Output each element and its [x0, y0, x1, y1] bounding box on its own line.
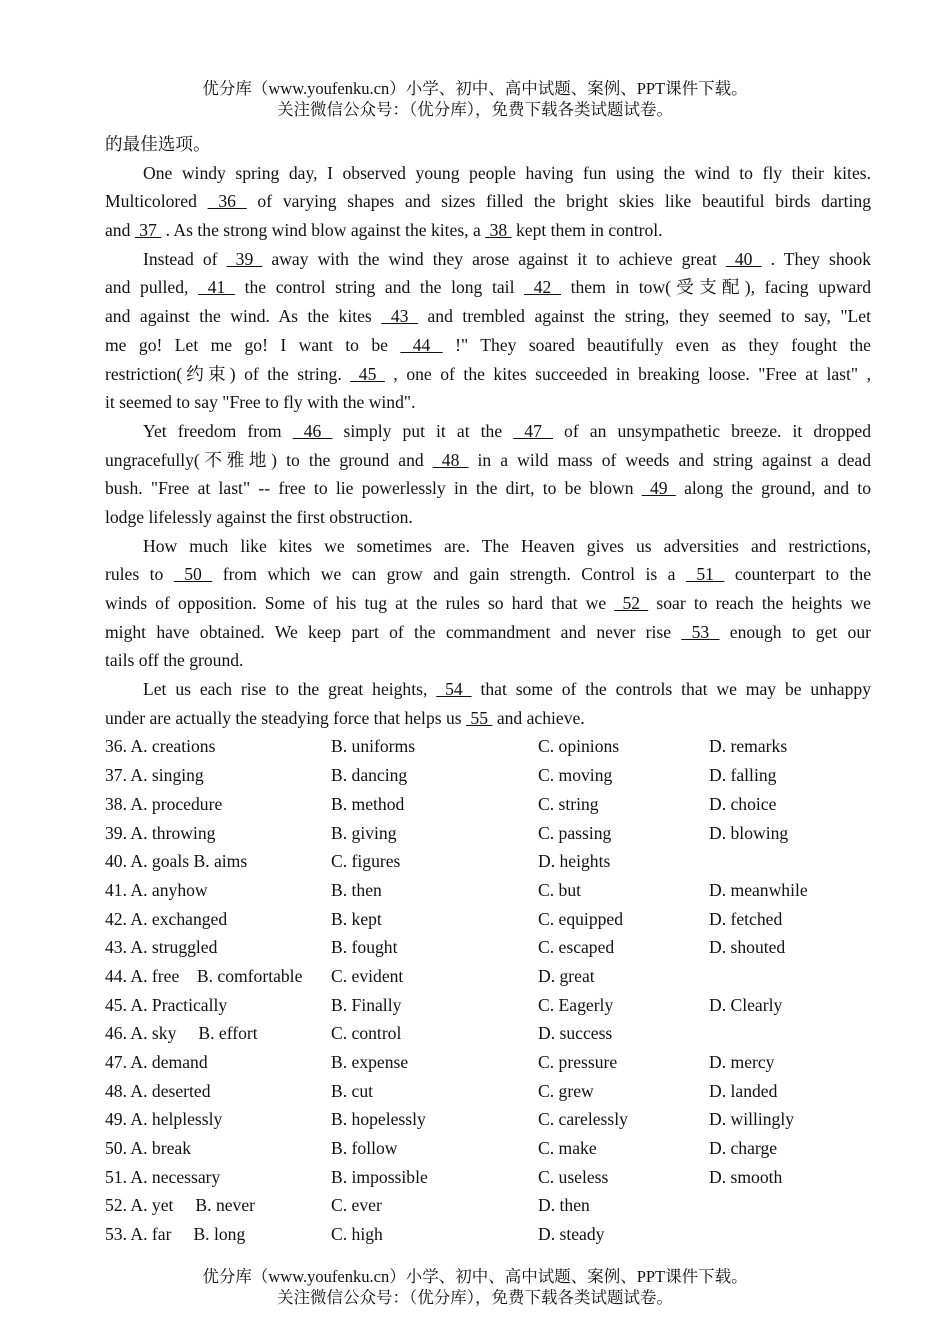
option-d: D. remarks	[709, 736, 788, 757]
option-d: D. mercy	[709, 1052, 775, 1072]
option-c: C. useless	[538, 1166, 609, 1187]
paragraph-3	[105, 417, 871, 532]
blank-44: 44	[400, 334, 443, 355]
blank-40: 40	[725, 248, 762, 269]
text-line: rules to 50 from which we can grow and gain strength. Control is a 51 counterpart to the	[105, 564, 872, 585]
question-row	[105, 1077, 871, 1106]
intro-fragment: 的最佳选项。	[105, 134, 211, 154]
page-header	[0, 78, 950, 120]
question-row	[105, 1220, 871, 1249]
blank-53: 53	[681, 621, 720, 642]
text-line: ungracefully(不雅地) to the ground and 48 in a wild mass of weeds and string against a dead	[105, 449, 872, 470]
blank-48: 48	[432, 449, 469, 470]
blank-41: 41	[198, 277, 235, 298]
option-a: 47. A. demand	[105, 1052, 208, 1072]
question-row	[105, 876, 871, 905]
question-row	[105, 1191, 871, 1220]
option-b: C. figures	[331, 851, 401, 872]
blank-50: 50	[173, 564, 213, 585]
option-a: 40. A. goals B. aims	[105, 851, 248, 872]
option-d: D. landed	[709, 1080, 778, 1101]
paragraph-2	[105, 245, 871, 417]
text-line: restriction(约束) of the string. 45 , one of the kites succeeded in breaking loose. "Free at last" ,	[105, 363, 871, 384]
document-body	[105, 130, 871, 1249]
option-b: B. hopelessly	[331, 1109, 426, 1130]
option-b: C. evident	[331, 965, 404, 986]
question-row	[105, 1163, 871, 1192]
text-line: me go! Let me go! I want to be 44 !" They soared beautifully even as they fought the	[105, 334, 871, 355]
option-a: 36. A. creations	[105, 736, 216, 757]
text-line: tails off the ground.	[105, 650, 244, 671]
question-row	[105, 847, 871, 876]
blank-45: 45	[350, 363, 385, 384]
blank-49: 49	[641, 478, 676, 499]
page-footer	[0, 1266, 950, 1308]
header-line-2: 关注微信公众号：（优分库），免费下载各类试题试卷。	[277, 100, 673, 119]
option-a: 49. A. helplessly	[105, 1109, 223, 1130]
option-a: 43. A. struggled	[105, 937, 218, 958]
blank-55: 55	[466, 707, 493, 728]
option-a: 41. A. anyhow	[105, 879, 208, 900]
option-a: 45. A. Practically	[105, 994, 228, 1015]
option-d: D. choice	[709, 793, 777, 814]
option-c: C. opinions	[538, 736, 620, 757]
paragraph-4	[105, 532, 871, 675]
option-d: D. fetched	[709, 908, 783, 929]
option-c: C. but	[538, 879, 582, 900]
question-row	[105, 790, 871, 819]
option-b: B. giving	[331, 822, 397, 843]
answer-options	[105, 732, 871, 1248]
option-c: D. steady	[538, 1224, 605, 1245]
option-b: B. uniforms	[331, 736, 416, 757]
question-row	[105, 819, 871, 848]
option-c: D. heights	[538, 851, 611, 872]
option-a: 39. A. throwing	[105, 822, 216, 843]
option-b: B. expense	[331, 1052, 409, 1072]
question-row	[105, 1019, 871, 1048]
text-line: it seemed to say "Free to fly with the wind".	[105, 392, 416, 413]
text-line: winds of opposition. Some of his tug at the rules so hard that we 52 soar to reach the heights we	[105, 593, 871, 613]
blank-37: 37	[134, 220, 162, 241]
option-d: D. blowing	[709, 822, 789, 843]
option-c: C. moving	[538, 765, 613, 786]
option-a: 37. A. singing	[105, 765, 204, 786]
text-line: Multicolored 36 of varying shapes and sizes filled the bright skies like beautiful birds darting	[105, 191, 872, 212]
option-c: C. grew	[538, 1080, 594, 1101]
question-row	[105, 933, 871, 962]
option-b: B. impossible	[331, 1166, 428, 1187]
text-line: Let us each rise to the great heights, 54 that some of the controls that we may be unhappy	[143, 679, 872, 700]
option-c: C. pressure	[538, 1052, 618, 1072]
text-line: under are actually the steadying force that helps us 55 and achieve.	[105, 707, 585, 728]
option-c: C. escaped	[538, 937, 615, 958]
option-a: 46. A. sky B. effort	[105, 1023, 258, 1044]
option-c: D. then	[538, 1195, 590, 1216]
question-row	[105, 1105, 871, 1134]
option-b: B. follow	[331, 1138, 398, 1159]
blank-54: 54	[436, 679, 472, 700]
paragraph-1	[105, 159, 871, 245]
blank-52: 52	[614, 593, 649, 613]
option-c: C. string	[538, 793, 599, 814]
option-b: C. control	[331, 1023, 402, 1044]
option-d: D. willingly	[709, 1109, 795, 1130]
blank-47: 47	[513, 420, 553, 441]
option-d: D. Clearly	[709, 994, 783, 1015]
option-a: 50. A. break	[105, 1138, 191, 1159]
footer-line-1: 优分库（www.youfenku.cn）小学、初中、高中试题、案例、PPT课件下载。	[202, 1267, 748, 1286]
footer-line-2: 关注微信公众号：（优分库），免费下载各类试题试卷。	[277, 1288, 673, 1307]
option-c: C. passing	[538, 822, 612, 843]
option-c: C. make	[538, 1138, 597, 1159]
option-b: B. Finally	[331, 994, 402, 1015]
option-d: D. smooth	[709, 1166, 783, 1187]
option-a: 51. A. necessary	[105, 1166, 221, 1187]
question-row	[105, 991, 871, 1020]
option-a: 48. A. deserted	[105, 1080, 211, 1101]
option-a: 53. A. far B. long	[105, 1224, 246, 1245]
option-a: 38. A. procedure	[105, 793, 223, 814]
blank-51: 51	[685, 564, 725, 585]
option-c: D. great	[538, 965, 595, 986]
option-b: B. fought	[331, 937, 398, 958]
text-line: and against the wind. As the kites 43 and trembled against the string, they seemed to say, "Let	[105, 306, 871, 327]
question-row	[105, 732, 871, 761]
option-a: 42. A. exchanged	[105, 908, 228, 929]
option-c: C. equipped	[538, 908, 624, 929]
question-row	[105, 962, 871, 991]
blank-42: 42	[524, 277, 561, 298]
option-a: 52. A. yet B. never	[105, 1195, 256, 1216]
text-line: One windy spring day, I observed young people having fun using the wind to fly their kites.	[143, 162, 871, 183]
option-d: D. falling	[709, 765, 777, 786]
blank-43: 43	[381, 306, 418, 327]
text-line: How much like kites we sometimes are. The Heaven gives us adversities and restrictions,	[143, 535, 871, 556]
blank-39: 39	[226, 248, 263, 269]
blank-46: 46	[292, 420, 333, 441]
option-d: D. shouted	[709, 937, 786, 958]
text-line: might have obtained. We keep part of the commandment and never rise 53 enough to get our	[105, 621, 871, 642]
option-b: B. then	[331, 879, 382, 900]
text-line: Yet freedom from 46 simply put it at the 47 of an unsympathetic breeze. it dropped	[143, 420, 872, 441]
option-b: B. method	[331, 793, 405, 814]
option-b: B. kept	[331, 908, 382, 929]
question-row	[105, 905, 871, 934]
option-b: B. dancing	[331, 765, 408, 786]
text-line: bush. "Free at last" -- free to lie powerlessly in the dirt, to be blown 49 along the ground, and to	[105, 478, 871, 499]
text-line: and pulled, 41 the control string and the long tail 42 them in tow(受支配), facing upward	[105, 277, 872, 298]
option-d: D. charge	[709, 1138, 778, 1159]
blank-36: 36	[207, 191, 247, 212]
option-b: B. cut	[331, 1080, 374, 1101]
option-b: C. high	[331, 1224, 383, 1245]
text-line: Instead of 39 away with the wind they arose against it to achieve great 40 . They shook	[143, 248, 872, 269]
blank-38: 38	[485, 220, 512, 241]
text-line: lodge lifelessly against the first obstruction.	[105, 506, 413, 527]
text-line: and 37 . As the strong wind blow against the kites, a 38 kept them in control.	[105, 220, 663, 241]
question-row	[105, 1048, 871, 1077]
option-c: C. Eagerly	[538, 994, 614, 1015]
option-c: D. success	[538, 1023, 613, 1044]
option-a: 44. A. free B. comfortable	[105, 965, 303, 986]
option-b: C. ever	[331, 1195, 382, 1216]
option-c: C. carelessly	[538, 1109, 628, 1130]
paragraph-5	[105, 675, 871, 732]
option-d: D. meanwhile	[709, 879, 808, 900]
question-row	[105, 1134, 871, 1163]
question-row	[105, 761, 871, 790]
header-line-1: 优分库（www.youfenku.cn）小学、初中、高中试题、案例、PPT课件下载。	[202, 79, 748, 98]
